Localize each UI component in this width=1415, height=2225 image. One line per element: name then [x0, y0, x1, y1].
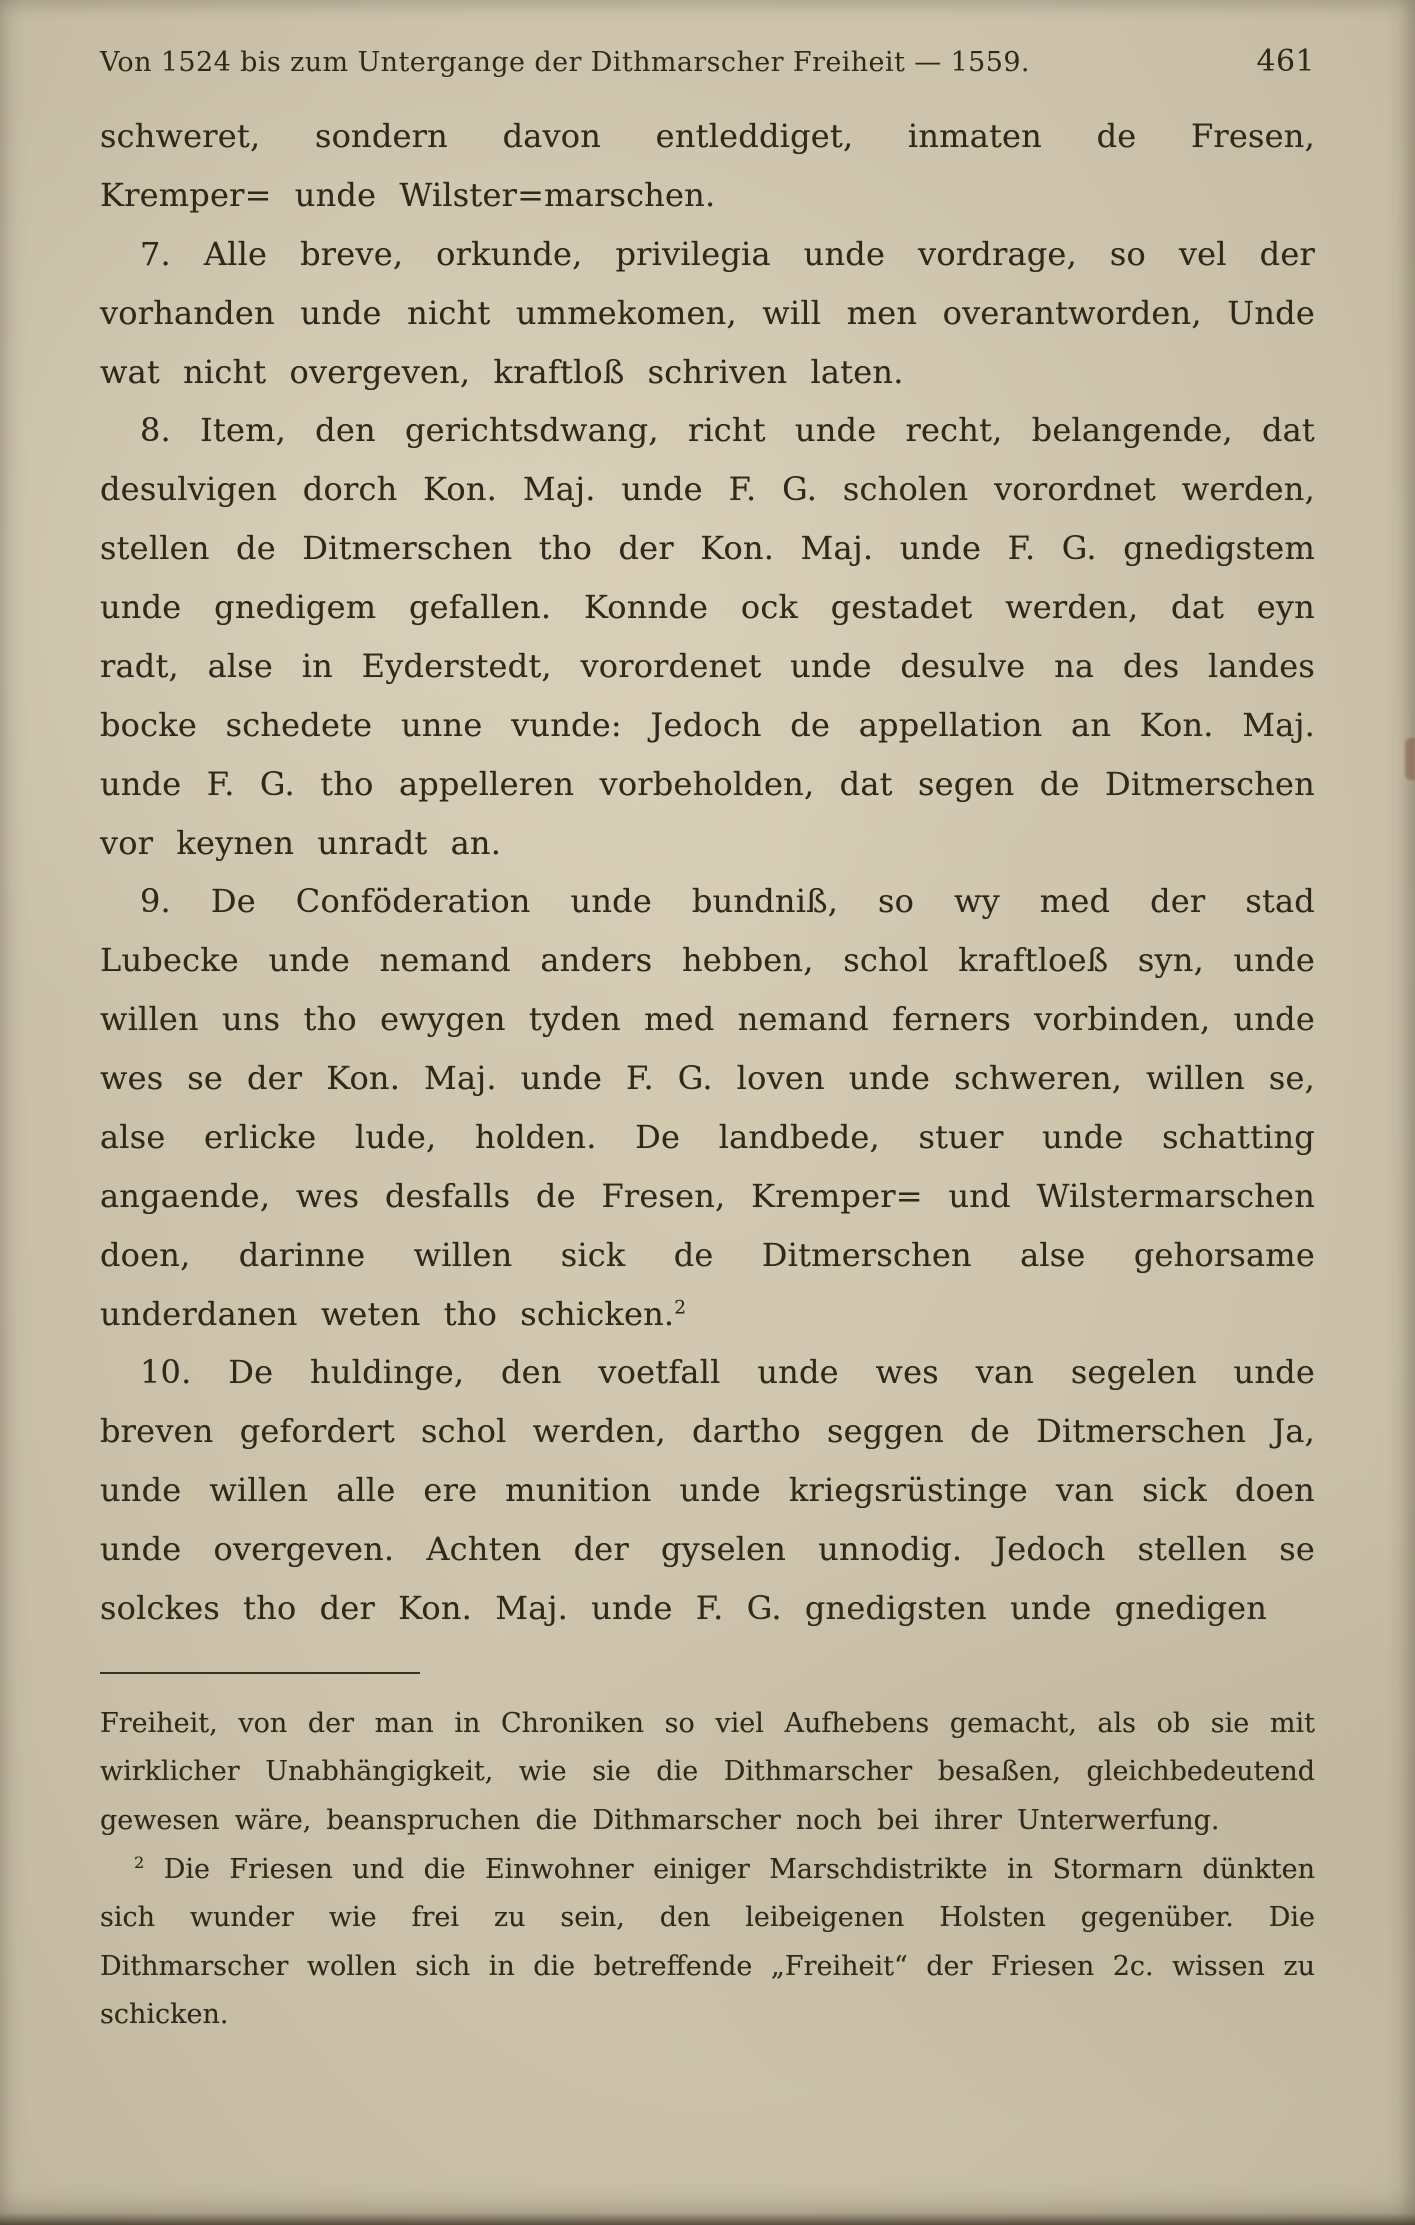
body-paragraph-7: 7. Alle breve, orkunde, privilegia unde vordrage, so vel der vorhanden unde nicht ummekomen, will men overantworden, Unde wat nicht overgeven, kraftloß schriven laten. — [100, 234, 1315, 391]
body-paragraph-9 — [100, 872, 1315, 1343]
body-paragraph-8: 8. Item, den gerichtsdwang, richt unde recht, belangende, dat desulvigen dorch Kon. Maj. unde F. G. scholen vorordnet werden, stellen de Ditmerschen tho der Kon. Maj. unde F. G. gnedigstem unde gnedigem gefallen. Konnde ock gestadet werden, dat eyn radt, alse in Eyderstedt, vorordenet unde desulve na des landes bocke schedete unne vunde: Jedoch de appellation an Kon. Maj. unde F. G. tho appelleren vorbeholden, dat segen de Ditmerschen vor keynen unradt an. — [100, 411, 1315, 862]
footnote-2 — [100, 1846, 1315, 2040]
body-text — [100, 107, 1315, 1638]
page-number: 461 — [1256, 44, 1315, 79]
footnotes — [100, 1700, 1315, 2040]
running-title: Von 1524 bis zum Untergange der Dithmarscher Freiheit — 1559. — [100, 47, 1030, 78]
footnote-1-continuation: Freiheit, von der man in Chroniken so viel Aufhebens gemacht, als ob sie mit wirklicher Unabhängigkeit, wie sie die Dithmarscher besaßen, gleichbedeutend gewesen wäre, beanspruchen die Dithmarscher noch bei ihrer Unterwerfung. — [100, 1707, 1315, 1836]
footnote-ref-2: 2 — [674, 1296, 687, 1318]
body-paragraph-continuation: schweret, sondern davon entleddiget, inmaten de Fresen, Kremper= unde Wilster=marschen. — [100, 117, 1315, 214]
footnote-text: Die Friesen und die Einwohner einiger Marschdistrikte in Stormarn dünkten sich wunder wie frei zu sein, den leibeigenen Holsten gegenüber. Die Dithmarscher wollen sich in die betreffende „Freiheit“ der Friesen 2c. wissen zu schicken. — [100, 1853, 1315, 2031]
running-head — [100, 44, 1315, 79]
paragraph-text: 9. De Conföderation unde bundniß, so wy med der stad Lubecke unde nemand anders hebben, schol kraftloeß syn, unde willen uns tho ewygen tyden med nemand ferners vorbinden, unde wes se der Kon. Maj. unde F. G. loven unde schweren, willen se, alse erlicke lude, holden. De landbede, stuer unde schatting angaende, wes desfalls de Fresen, Kremper= und Wilstermarschen doen, darinne willen sick de Ditmerschen alse gehorsame underdanen weten tho schicken. — [100, 882, 1315, 1333]
body-paragraph-10: 10. De huldinge, den voetfall unde wes van segelen unde breven gefordert schol werden, dartho seggen de Ditmerschen Ja, unde willen alle ere munition unde kriegsrüstinge van sick doen unde overgeven. Achten der gyselen unnodig. Jedoch stellen se solckes tho der Kon. Maj. unde F. G. gnedigsten unde gnedigen — [100, 1353, 1315, 1627]
footnote-marker-2: 2 — [134, 1852, 145, 1872]
scan-blemish — [1405, 738, 1415, 780]
footnote-block — [100, 1672, 1315, 2040]
footnote-rule — [100, 1672, 420, 1674]
